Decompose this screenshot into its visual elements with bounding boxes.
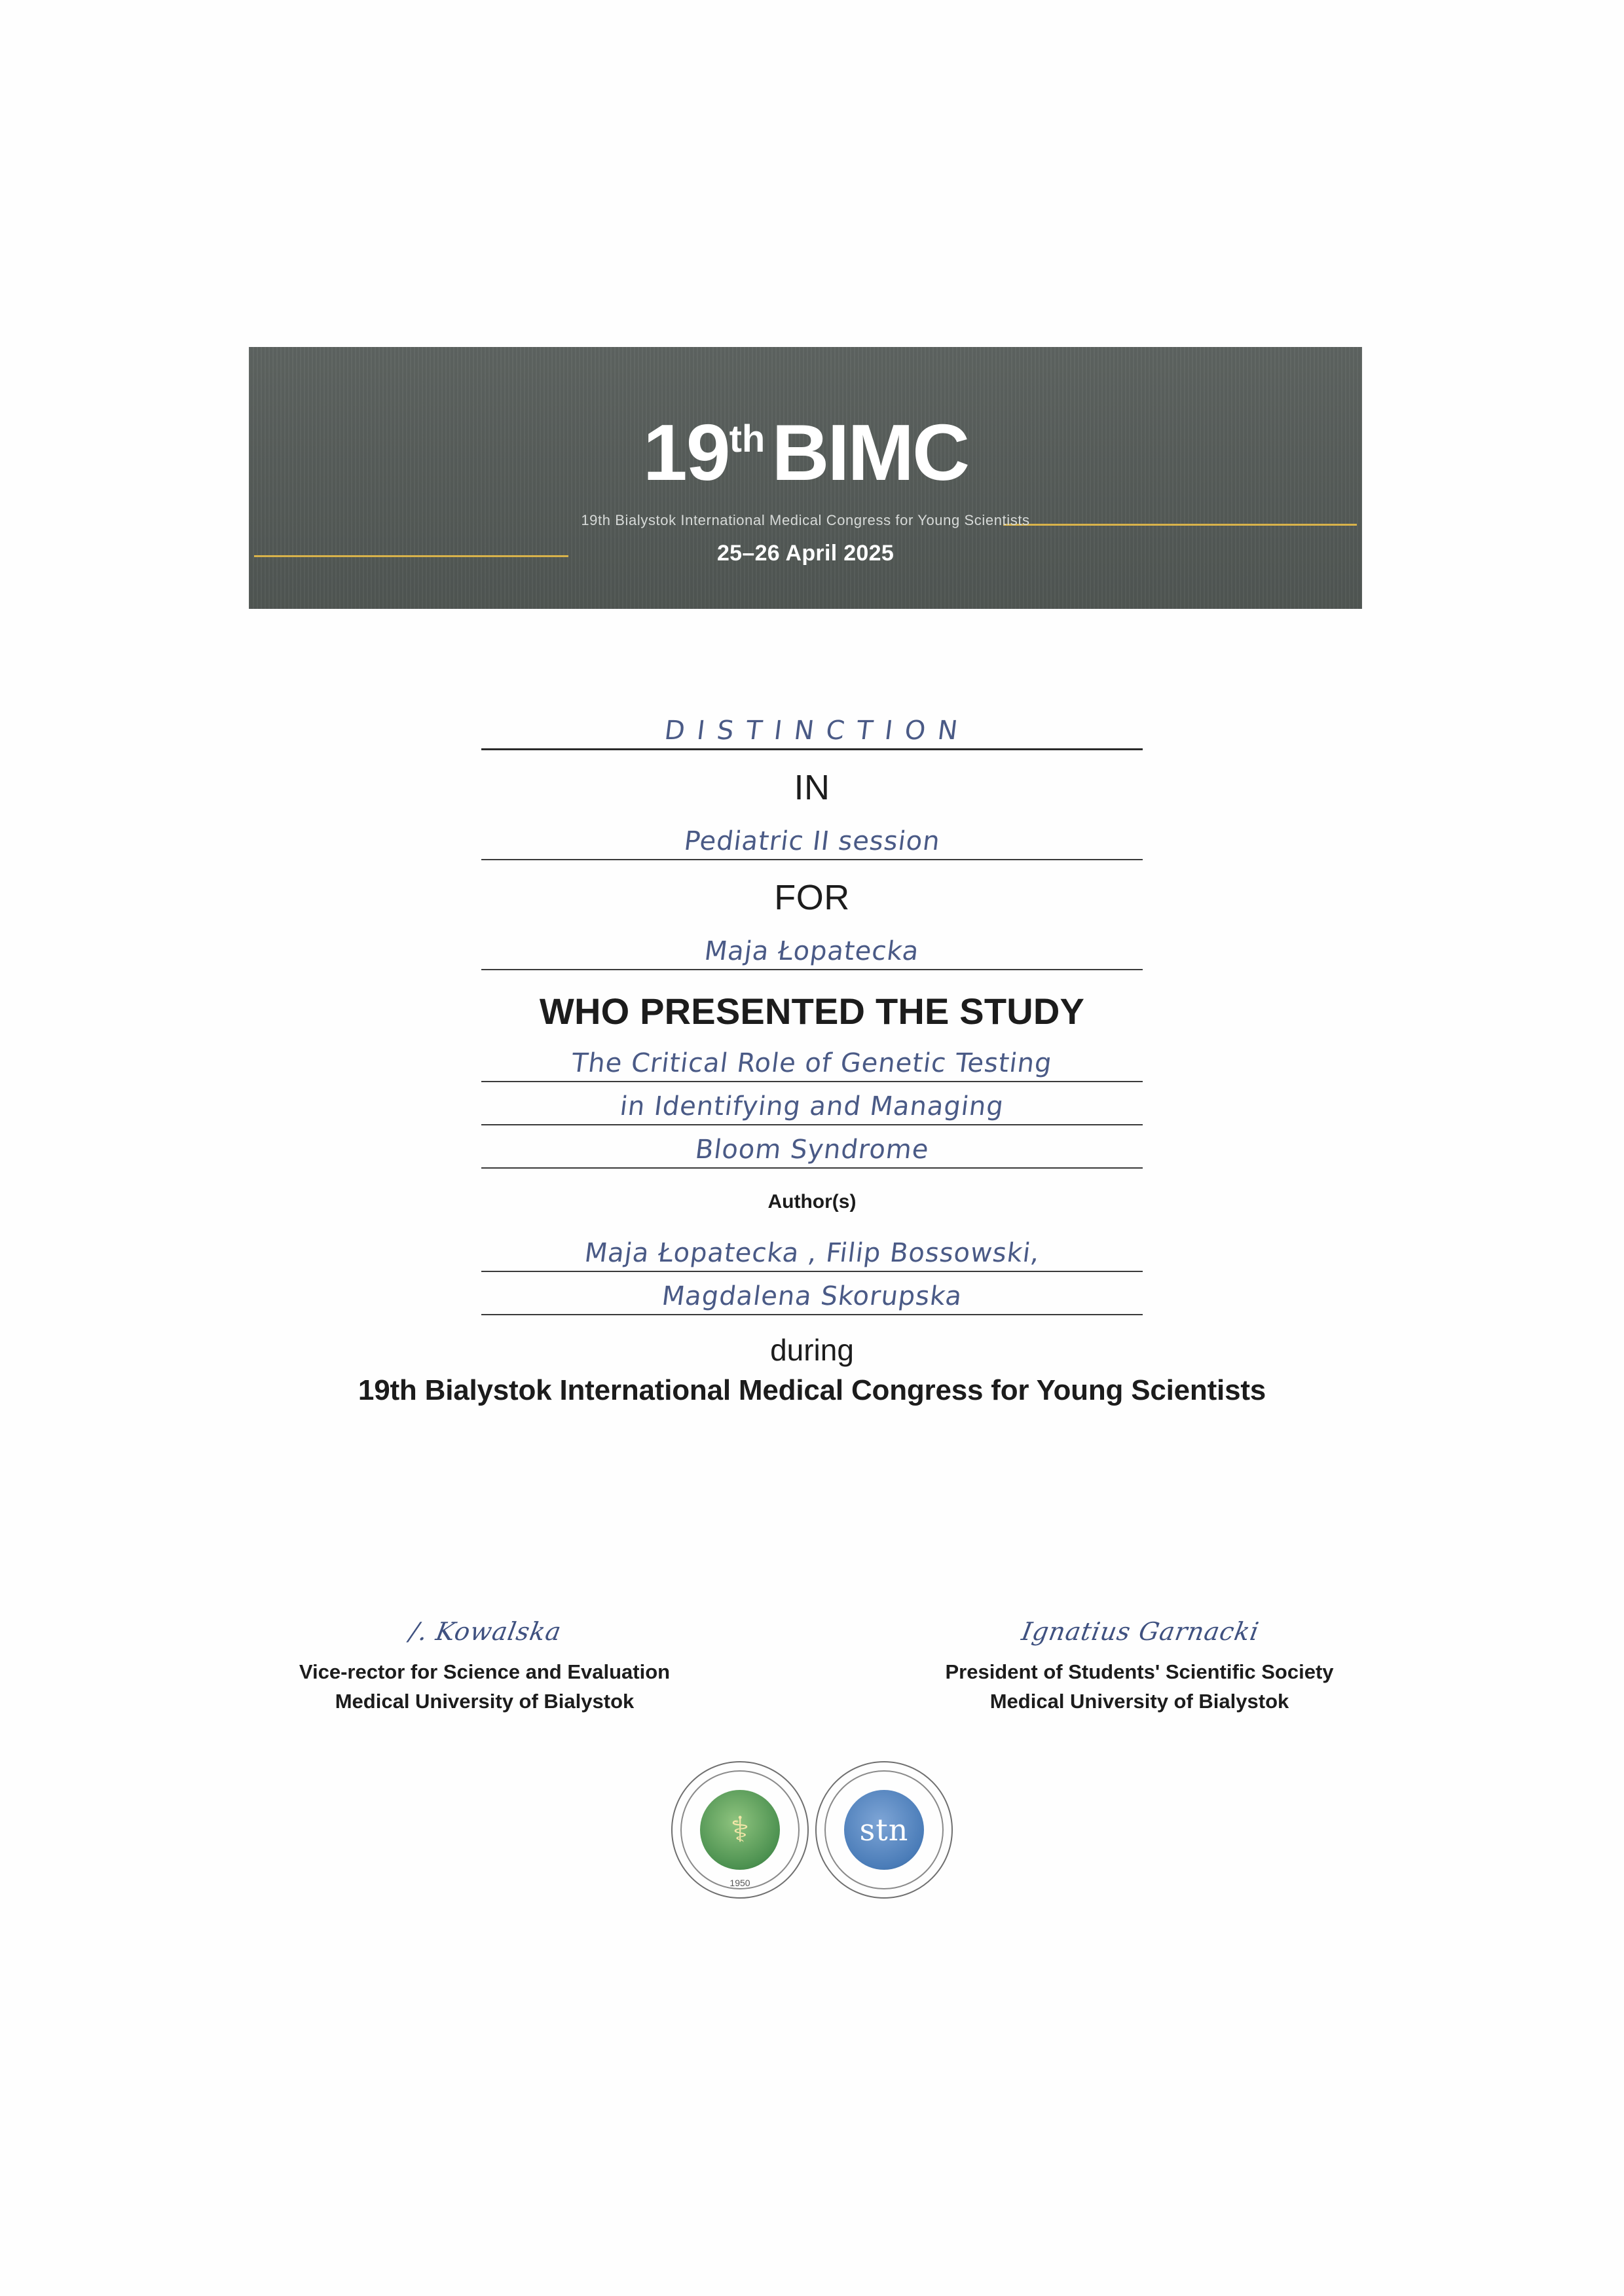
seal-core	[700, 1790, 780, 1870]
seal-core	[844, 1790, 924, 1870]
students-society-seal-icon	[815, 1761, 953, 1899]
signature-block-president	[910, 1617, 1369, 1717]
study-title-value-3: Bloom Syndrome	[693, 1135, 931, 1165]
congress-banner	[249, 347, 1362, 609]
seal-area	[0, 1761, 1624, 1899]
banner-ordinal: th	[729, 418, 766, 460]
signature-role-line-2: Medical University of Bialystok	[335, 1689, 635, 1713]
for-label: FOR	[774, 878, 850, 917]
banner-subtitle: 19th Bialystok International Medical Congress for Young Scientists	[581, 512, 1030, 528]
caduceus-icon: ⚕	[730, 1809, 750, 1850]
authors-line-2	[481, 1272, 1143, 1315]
signature-role-line-2: Medical University of Bialystok	[989, 1689, 1289, 1713]
certificate-body	[0, 707, 1624, 1407]
congress-name: 19th Bialystok International Medical Congress for Young Scientists	[358, 1374, 1266, 1406]
presented-label: WHO PRESENTED THE STUDY	[539, 991, 1085, 1032]
stn-monogram-icon: stn	[859, 1812, 909, 1848]
signature-role-line-1: President of Students' Scientific Society	[945, 1660, 1334, 1683]
authors-value-2: Magdalena Skorupska	[660, 1281, 964, 1311]
seal-year: 1950	[729, 1878, 750, 1888]
banner-title	[249, 408, 1362, 497]
session-value: Pediatric II session	[682, 826, 942, 856]
banner-dates: 25–26 April 2025	[716, 541, 895, 566]
award-line	[481, 707, 1143, 750]
study-title-value-1: The Critical Role of Genetic Testing	[570, 1048, 1054, 1078]
recipient-value: Maja Łopatecka	[703, 936, 921, 966]
banner-number: 19	[642, 408, 729, 497]
study-title-line-2	[481, 1082, 1143, 1125]
session-line	[481, 817, 1143, 860]
signature-area	[0, 1617, 1624, 1717]
study-title-line-3	[481, 1125, 1143, 1169]
study-title-line-1	[481, 1039, 1143, 1082]
authors-value-1: Maja Łopatecka , Filip Bossowski,	[582, 1238, 1042, 1268]
signature-role-line-1: Vice-rector for Science and Evaluation	[299, 1660, 671, 1683]
banner-acronym: BIMC	[771, 408, 969, 497]
authors-line-1	[481, 1229, 1143, 1272]
signature-mark-president: Ignatius Garnacki	[1019, 1617, 1262, 1646]
banner-inner	[249, 347, 1362, 609]
in-label: IN	[794, 768, 830, 807]
study-title-value-2: in Identifying and Managing	[618, 1091, 1006, 1121]
during-label: during	[770, 1333, 854, 1367]
signature-mark-vice-rector: /. Kowalska	[407, 1617, 564, 1646]
recipient-line	[481, 927, 1143, 970]
medical-university-seal-icon	[671, 1761, 809, 1899]
authors-label: Author(s)	[767, 1191, 857, 1212]
signature-block-vice-rector	[255, 1617, 714, 1717]
award-value: D I S T I N C T I O N	[663, 716, 961, 746]
